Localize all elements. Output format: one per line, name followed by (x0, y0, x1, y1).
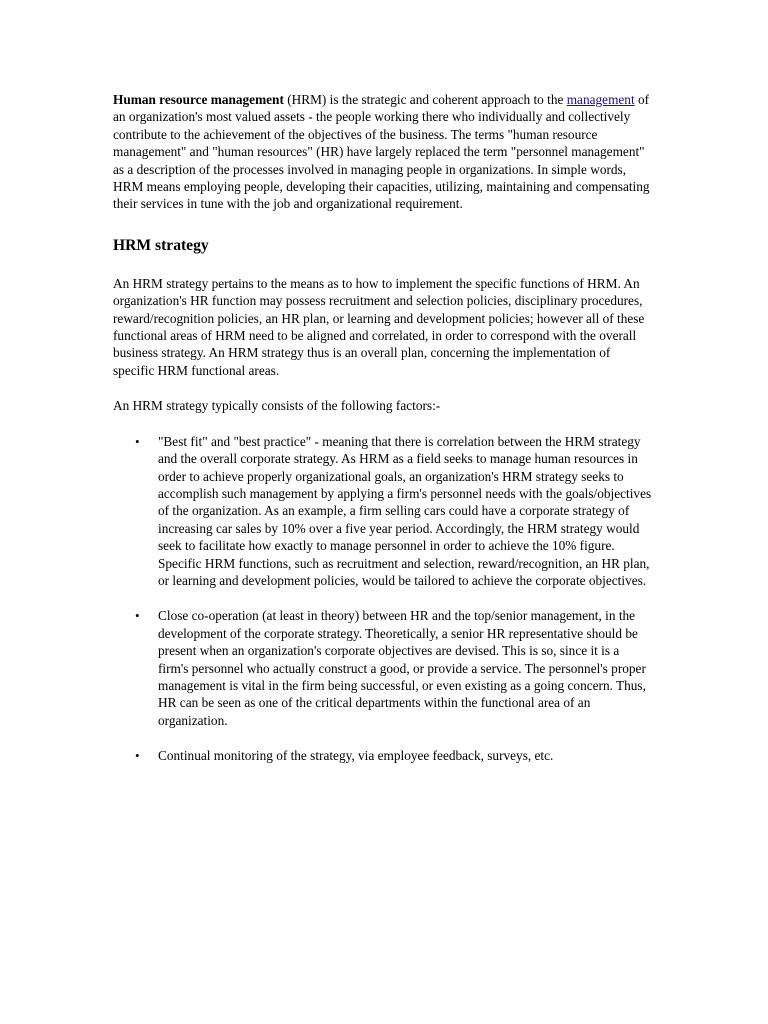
intro-term: Human resource management (113, 92, 284, 107)
list-item-text: Continual monitoring of the strategy, via employee feedback, surveys, etc. (158, 748, 554, 764)
list-item (113, 747, 653, 764)
bullet-icon: • (135, 433, 140, 449)
factors-intro-paragraph: An HRM strategy typically consists of the following factors:- (113, 398, 441, 414)
bullet-icon: • (135, 748, 140, 764)
list-item (113, 433, 653, 590)
intro-text-b: of an organization's most valued assets - the people working there who individually and collectively contribute to the achievement of the objectives of the business. The terms "human resource management" and "human resources" (HR) have largely replaced the term "personnel management" as a description of the processes involved in managing people in organizations. In simple words, HRM means employing people, developing their capacities, utilizing, maintaining and compensating their services in tune with the job and organizational requirement. (113, 92, 650, 212)
intro-text-a: (HRM) is the strategic and coherent approach to the (283, 92, 567, 107)
factors-list (113, 433, 653, 765)
document-page (113, 91, 653, 783)
management-link[interactable]: management (566, 92, 635, 107)
bullet-icon: • (135, 608, 140, 624)
intro-paragraph (113, 91, 653, 213)
list-item-text: Close co-operation (at least in theory) between HR and the top/senior management, in the development of the corporate strategy. Theoretically, a senior HR representative should be present when an organization's corporate objectives are devised. This is so, since it is a firm's personnel who actually construct a good, or provide a service. The personnel's proper management is vital in the firm being successful, or even existing as a going concern. Thus, HR can be seen as one of the critical departments within the functional area of an organization. (158, 608, 646, 728)
list-item-text: "Best fit" and "best practice" - meaning that there is correlation between the HRM strategy and the overall corporate strategy. As HRM as a field seeks to manage human resources in order to achieve properly organizational goals, an organization's HRM strategy seeks to accomplish such management by applying a firm's personnel needs with the goals/objectives of the organization. As an example, a firm selling cars could have a corporate strategy of increasing car sales by 10% over a five year period. Accordingly, the HRM strategy would seek to facilitate how exactly to manage personnel in order to achieve the 10% figure. Specific HRM functions, such as recruitment and selection, reward/recognition, an HR plan, or learning and development policies, would be tailored to achieve the corporate objectives. (158, 433, 652, 588)
list-item (113, 607, 653, 729)
strategy-paragraph: An HRM strategy pertains to the means as to how to implement the specific functions of HRM. An organization's HR function may possess recruitment and selection policies, disciplinary procedures, reward/recognition policies, an HR plan, or learning and development policies; however all of these functional areas of HRM need to be aligned and correlated, in order to correspond with the overall business strategy. An HRM strategy thus is an overall plan, concerning the implementation of specific HRM functional areas. (113, 275, 645, 378)
section-heading: HRM strategy (113, 236, 209, 254)
